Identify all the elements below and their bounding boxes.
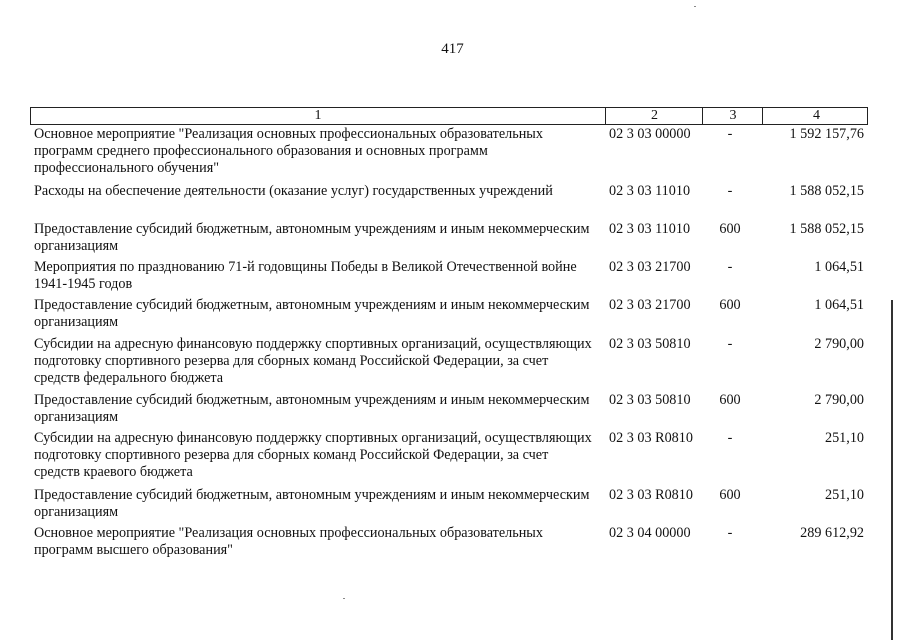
row-name: Предоставление субсидий бюджетным, автономным учреждениям и иным некоммерческим организациям [34,487,590,520]
row-name: Предоставление субсидий бюджетным, автономным учреждениям и иным некоммерческим организациям [34,392,590,425]
row-type: - [727,126,733,142]
row-type: 600 [719,487,741,503]
row-amount: 251,10 [824,430,864,446]
scan-speck [343,598,345,599]
scan-speck [694,6,696,7]
header-col-4: 4 [762,108,870,124]
row-amount: 1 588 052,15 [789,221,864,237]
row-code: 02 3 03 50810 [609,336,691,352]
row-amount: 1 064,51 [814,259,864,275]
row-name: Основное мероприятие "Реализация основных профессиональных образовательных программ среднего профессионального образования и основных программ профессионального обучения" [34,126,543,176]
row-name: Субсидии на адресную финансовую поддержку спортивных организаций, осуществляющих подготовку спортивного резерва для сборных команд Российской Федерации, за счет средств краевого бюджета [34,430,592,480]
row-type: 600 [719,297,741,313]
row-name: Субсидии на адресную финансовую поддержку спортивных организаций, осуществляющих подготовку спортивного резерва для сборных команд Российской Федерации, за счет средств федерального бюджета [34,336,592,386]
header-col-2: 2 [605,108,703,124]
row-code: 02 3 03 50810 [609,392,691,408]
row-amount: 2 790,00 [814,336,864,352]
row-type: 600 [719,392,741,408]
row-code: 02 3 03 11010 [609,183,691,199]
table-header [30,107,868,125]
row-code: 02 3 03 R0810 [609,430,693,446]
row-code: 02 3 03 21700 [609,259,691,275]
header-col-3: 3 [702,108,763,124]
row-name: Предоставление субсидий бюджетным, автономным учреждениям и иным некоммерческим организациям [34,221,590,254]
row-name: Мероприятия по празднованию 71-й годовщины Победы в Великой Отечественной войне 1941-1945 годов [34,259,577,292]
row-amount: 251,10 [824,487,864,503]
row-name: Основное мероприятие "Реализация основных профессиональных образовательных программ высшего образования" [34,525,543,558]
page-number: 417 [441,41,464,57]
row-name: Предоставление субсидий бюджетным, автономным учреждениям и иным некоммерческим организациям [34,297,590,330]
row-type: - [727,259,733,275]
row-code: 02 3 03 21700 [609,297,691,313]
row-code: 02 3 03 R0810 [609,487,693,503]
row-type: - [727,525,733,541]
row-type: - [727,336,733,352]
row-amount: 1 064,51 [814,297,864,313]
row-type: 600 [719,221,741,237]
row-code: 02 3 03 11010 [609,221,691,237]
row-type: - [727,183,733,199]
row-code: 02 3 04 00000 [609,525,691,541]
scan-edge-line [891,300,893,640]
row-amount: 289 612,92 [800,525,864,541]
row-name: Расходы на обеспечение деятельности (оказание услуг) государственных учреждений [34,183,553,199]
row-type: - [727,430,733,446]
row-amount: 2 790,00 [814,392,864,408]
row-code: 02 3 03 00000 [609,126,691,142]
header-col-1: 1 [314,108,322,123]
row-amount: 1 592 157,76 [789,126,864,142]
row-amount: 1 588 052,15 [789,183,864,199]
